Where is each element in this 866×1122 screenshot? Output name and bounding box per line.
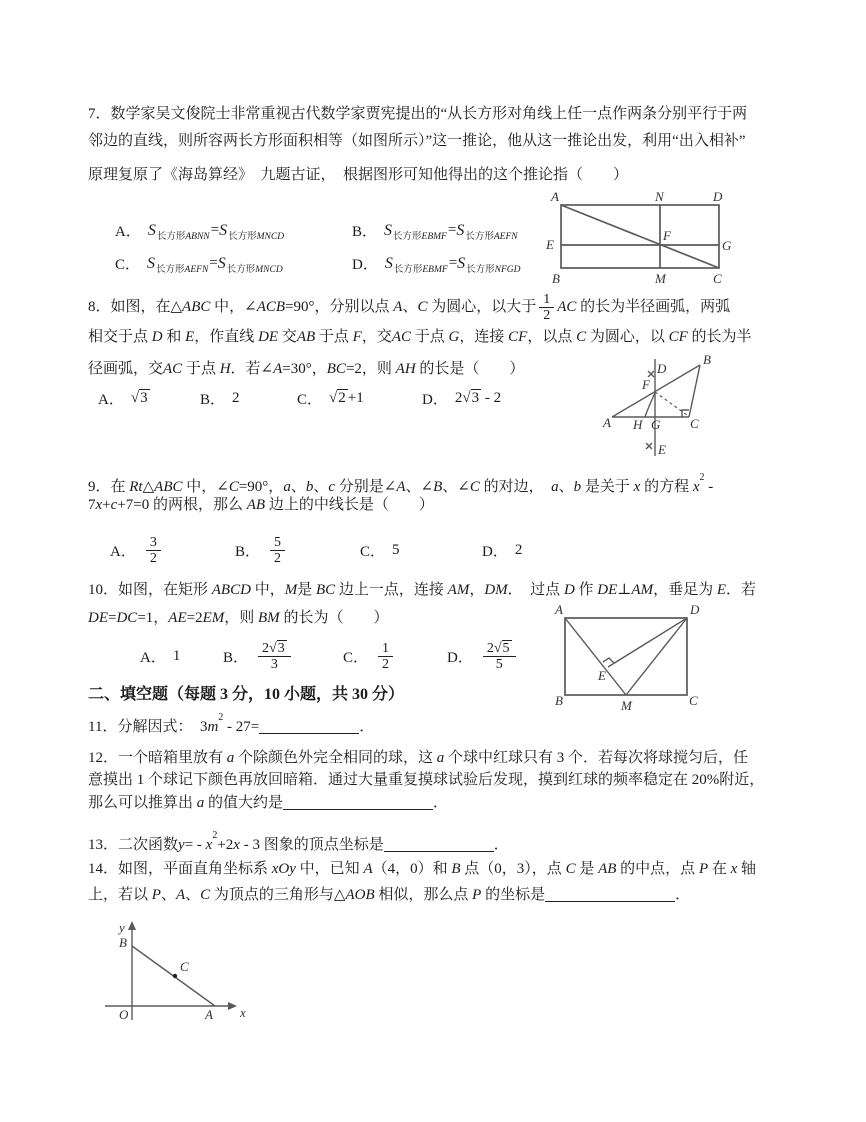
vertex-label: C — [689, 693, 698, 708]
section2-title: 二、填空题（每题 3 分，10 小题，共 30 分） — [88, 686, 405, 703]
period: ． — [359, 719, 375, 735]
q11-mid: - 27= — [223, 719, 260, 735]
vertex-label: F — [642, 377, 650, 392]
area-symbol: S — [147, 221, 156, 239]
option-letter: A． — [140, 649, 166, 666]
q8-figure — [600, 353, 740, 468]
area-subscript: 长方形EBMF — [393, 231, 447, 242]
option-letter: C． — [115, 257, 141, 273]
x-axis-arrowhead — [228, 1002, 237, 1010]
vertex-label: D — [657, 361, 667, 376]
q14-line1: 14．如图，平面直角坐标系 xOy 中，已知 A（4，0）和 B 点（0，3），点 C 是 AB 的中点，点 P 在 x 轴 — [88, 861, 757, 877]
q8-option-d — [422, 388, 501, 409]
q8-option-c — [297, 388, 364, 409]
segment-am — [565, 618, 626, 695]
diagonal-ac — [561, 205, 719, 268]
answer-blank — [545, 886, 675, 902]
q7-line1: 7．数学家吴文俊院士非常重视古代数学家贾宪提出的“从长方形对角线上任一点作两条分别平行于两 — [88, 106, 748, 122]
vertex-label: H — [633, 417, 643, 432]
side-ab — [612, 365, 700, 417]
q13-mid: +2x - 3 图象的顶点坐标是 — [217, 837, 384, 853]
period: ． — [675, 887, 691, 903]
area-subscript: 长方形ABNN — [156, 231, 210, 242]
q12-line3 — [88, 792, 448, 814]
option-letter: A． — [98, 392, 124, 408]
vertex-label: D — [690, 602, 700, 617]
area-subscript: 长方形EBMF — [393, 264, 448, 275]
vertex-label: A — [555, 602, 563, 617]
q9-option-b — [235, 528, 288, 572]
fraction-with-radical: $\frac{2√3}{3}$ — [258, 641, 291, 672]
vertex-label: D — [713, 189, 723, 204]
option-letter: C． — [297, 392, 323, 408]
area-subscript: 长方形NFGD — [466, 264, 521, 275]
q11-pre: 11．分解因式： 3m — [88, 719, 219, 735]
vertex-label: E — [546, 237, 554, 252]
option-letter: D． — [482, 543, 508, 560]
area-symbol: S — [384, 254, 393, 272]
option-letter: C． — [360, 543, 386, 560]
q8-line1 — [88, 288, 730, 326]
area-symbol: S — [457, 254, 466, 272]
option-letter: C． — [343, 649, 369, 666]
q9-option-c — [360, 528, 400, 572]
axis-label: y — [119, 920, 125, 935]
q7-option-c — [115, 253, 284, 274]
vertex-label: E — [658, 442, 666, 457]
area-subscript: 长方形MNCD — [228, 231, 285, 242]
axis-label: x — [240, 1005, 246, 1020]
equals-sign: = — [448, 255, 458, 271]
q10-figure — [542, 598, 717, 716]
q9-option-d — [482, 528, 522, 572]
vertex-label: F — [663, 228, 671, 243]
radical-expression: 2√3 - 2 — [454, 390, 502, 406]
period: ． — [493, 837, 509, 853]
exponent: 2 — [699, 472, 705, 483]
one-half-fraction: $\frac{1}{2}$ — [539, 292, 554, 323]
q10-line2: DE=DC=1，AE=2EM，则 BM 的长为（ ） — [88, 610, 389, 626]
q8-line1-pre: 8．如图，在△ABC 中，∠ACB=90°，分别以点 A、C 为圆心，以大于 — [88, 299, 537, 315]
q14-line2 — [88, 884, 690, 906]
right-angle-mark — [603, 658, 614, 663]
exponent: 2 — [212, 830, 218, 841]
q7-option-b — [352, 220, 519, 241]
vertex-label: M — [655, 271, 666, 286]
option-value: 5 — [392, 541, 400, 558]
q10-option-b — [223, 631, 294, 681]
q13-pre: 13．二次函数y= - x — [88, 837, 213, 853]
q9-line1-post: - — [704, 479, 714, 495]
option-letter: B． — [235, 543, 261, 560]
q10-option-d — [447, 631, 519, 681]
q11-line — [88, 712, 374, 738]
q8-line2: 相交于点 D 和 E，作直线 DE 交AB 于点 F，交AC 于点 G，连接 CF，以点 C 为圆心，以 CF 的长为半 — [88, 329, 752, 345]
fraction-with-radical: $\frac{2√5}{5}$ — [483, 641, 516, 672]
option-letter: B． — [352, 224, 378, 240]
area-symbol: S — [147, 254, 156, 272]
side-bc — [689, 365, 700, 417]
exponent: 2 — [218, 712, 224, 723]
q8-option-b — [200, 388, 240, 409]
area-symbol: S — [456, 221, 465, 239]
area-subscript: 长方形AEFN — [156, 264, 209, 275]
q10-line1: 10．如图，在矩形 ABCD 中，M是 BC 边上一点，连接 AM，DM． 过点 D 作 DE⊥AM，垂足为 E．若 — [88, 582, 757, 598]
radical-expression: √2 +1 — [329, 390, 364, 406]
q7-option-d — [352, 253, 522, 274]
vertex-label: N — [655, 189, 664, 204]
period: ． — [433, 795, 449, 811]
vertex-label: G — [722, 238, 732, 253]
option-letter: A． — [110, 543, 136, 560]
area-symbol: S — [219, 221, 228, 239]
vertex-label: A — [551, 189, 559, 204]
fraction: $\frac{3}{2}$ — [146, 535, 161, 566]
equals-sign: = — [210, 222, 220, 238]
q7-figure — [545, 183, 745, 288]
q8-line1-post: AC 的长为半径画弧，两弧 — [557, 299, 731, 315]
option-letter: D． — [422, 392, 448, 408]
vertex-label: C — [713, 271, 722, 286]
q10-option-a — [140, 631, 180, 681]
option-letter: A． — [115, 224, 141, 240]
q14-line2-pre: 上，若以 P、A、C 为顶点的三角形与△AOB 相似，那么点 P 的坐标是 — [88, 887, 546, 903]
equals-sign: = — [209, 255, 218, 271]
equals-sign: = — [447, 222, 457, 238]
vertex-label: A — [205, 1007, 213, 1022]
q14-figure — [75, 920, 275, 1035]
vertex-label: B — [555, 693, 563, 708]
q10-option-c — [343, 631, 396, 681]
segment-de — [608, 618, 687, 667]
q9-option-a — [110, 528, 164, 572]
area-subscript: 长方形AEFN — [465, 231, 518, 242]
area-symbol: S — [217, 254, 226, 272]
answer-blank — [283, 794, 433, 810]
vertex-label: B — [119, 935, 127, 950]
vertex-label: M — [621, 698, 632, 713]
q9-line1-pre: 9．在 Rt△ABC 中，∠C=90°，a、b、c 分别是∠A、∠B、∠C 的对边， a、b 是关于 x 的方程 x — [88, 479, 700, 495]
option-value: 2 — [514, 541, 523, 558]
area-symbol: S — [384, 221, 393, 239]
q9-line2: 7x+c+7=0 的两根，那么 AB 边上的中线长是（ ） — [88, 497, 434, 513]
answer-blank — [259, 718, 359, 734]
q7-line2: 邻边的直线，则所容两长方形面积相等（如图所示）”这一推论，他从这一推论出发，利用“出入相补” — [88, 133, 746, 149]
option-value: 1 — [172, 647, 181, 664]
y-axis-arrowhead — [128, 921, 136, 930]
option-letter: B． — [200, 392, 226, 408]
q8-line3: 径画弧，交AC 于点 H．若∠A=30°，BC=2，则 AH 的长是（ ） — [88, 361, 525, 377]
answer-blank — [384, 836, 494, 852]
q7-option-a — [115, 220, 285, 241]
point-c-dot — [173, 974, 177, 978]
q12-line2: 意摸出 1 个球记下颜色再放回暗箱．通过大量重复摸球试验后发现，摸到红球的频率稳定在 20%附近， — [88, 772, 765, 788]
vertex-label: C — [690, 416, 699, 431]
q7-line3: 原理复原了《海岛算经》 九题古证， 根据图形可知他得出的这个推论指（ ） — [88, 167, 629, 183]
origin-label: O — [119, 1007, 129, 1022]
q12-line3-pre: 那么可以推算出 a 的值大约是 — [88, 795, 284, 811]
fraction: $\frac{1}{2}$ — [378, 641, 393, 672]
option-letter: B． — [223, 649, 249, 666]
radical-expression: √3 — [130, 390, 148, 406]
segment-dm — [626, 618, 687, 695]
q8-option-a — [98, 388, 150, 409]
vertex-label: A — [603, 415, 611, 430]
vertex-label: E — [598, 668, 606, 683]
vertex-label: B — [703, 353, 711, 367]
q13-line — [88, 830, 509, 856]
q12-line1: 12．一个暗箱里放有 a 个除颜色外完全相同的球，这 a 个球中红球只有 3 个．若每次将球搅匀后，任 — [88, 750, 749, 766]
option-letter: D． — [447, 649, 473, 666]
vertex-label: C — [180, 959, 189, 974]
vertex-label: B — [552, 271, 560, 286]
vertex-label: G — [651, 417, 661, 432]
option-value: 2 — [232, 390, 240, 406]
fraction: $\frac{5}{2}$ — [270, 535, 285, 566]
option-letter: D． — [352, 257, 378, 273]
area-subscript: 长方形MNCD — [226, 264, 283, 275]
